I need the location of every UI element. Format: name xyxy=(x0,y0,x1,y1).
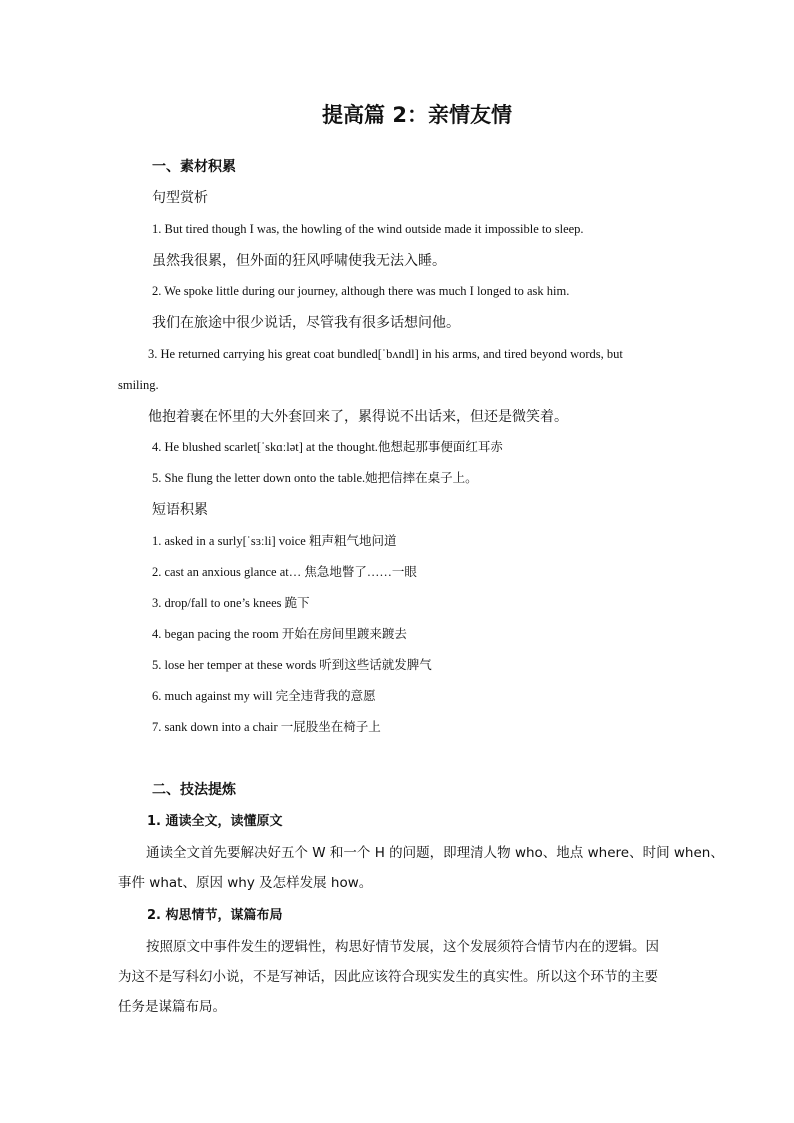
section-heading-materials: 一、素材积累 xyxy=(152,159,236,175)
phrase-item: 6. much against my will 完全违背我的意愿 xyxy=(152,689,376,703)
sentence-2-en: 2. We spoke little during our journey, although there was much I longed to ask him. xyxy=(152,284,570,298)
technique-2-line3: 任务是谋篇布局。 xyxy=(118,999,226,1015)
sentence-3-zh: 他抱着裹在怀里的大外套回来了，累得说不出话来，但还是微笑着。 xyxy=(148,409,568,425)
subheading-sentences: 句型赏析 xyxy=(152,190,208,206)
subheading-phrases: 短语积累 xyxy=(152,502,208,518)
technique-2-line2: 为这不是写科幻小说，不是写神话，因此应该符合现实发生的真实性。所以这个环节的主要 xyxy=(118,969,658,985)
phrase-item: 5. lose her temper at these words 听到这些话就发脾气 xyxy=(152,658,432,672)
technique-2-line1: 按照原文中事件发生的逻辑性，构思好情节发展，这个发展须符合情节内在的逻辑。因 xyxy=(146,939,659,955)
sentence-5: 5. She flung the letter down onto the table.她把信摔在桌子上。 xyxy=(152,471,478,485)
technique-1-line2: 事件 what、原因 why 及怎样发展 how。 xyxy=(118,875,373,891)
technique-1-heading: 1. 通读全文，读懂原文 xyxy=(147,814,283,829)
section-heading-techniques: 二、技法提炼 xyxy=(152,782,236,798)
phrase-item: 4. began pacing the room 开始在房间里踱来踱去 xyxy=(152,627,407,641)
technique-1-line1: 通读全文首先要解决好五个 W 和一个 H 的问题，即理清人物 who、地点 where、时间 when、 xyxy=(146,845,724,861)
phrase-item: 3. drop/fall to one’s knees 跪下 xyxy=(152,596,310,610)
sentence-4: 4. He blushed scarlet[ˈskɑːlət] at the thought.他想起那事便面红耳赤 xyxy=(152,440,503,454)
sentence-3-en-line1: 3. He returned carrying his great coat bundled[ˈbʌndl] in his arms, and tired beyond words, but xyxy=(148,347,623,361)
sentence-1-en: 1. But tired though I was, the howling of the wind outside made it impossible to sleep. xyxy=(152,222,584,236)
phrase-item: 7. sank down into a chair 一屁股坐在椅子上 xyxy=(152,720,381,734)
technique-2-heading: 2. 构思情节，谋篇布局 xyxy=(147,908,283,923)
phrase-item: 1. asked in a surly[ˈsɜːli] voice 粗声粗气地问道 xyxy=(152,534,397,548)
sentence-3-en-line2: smiling. xyxy=(118,378,159,392)
page-title: 提高篇 2：亲情友情 xyxy=(322,103,512,127)
sentence-1-zh: 虽然我很累，但外面的狂风呼啸使我无法入睡。 xyxy=(152,253,446,269)
phrase-item: 2. cast an anxious glance at… 焦急地瞥了……一眼 xyxy=(152,565,417,579)
sentence-2-zh: 我们在旅途中很少说话，尽管我有很多话想问他。 xyxy=(152,315,460,331)
